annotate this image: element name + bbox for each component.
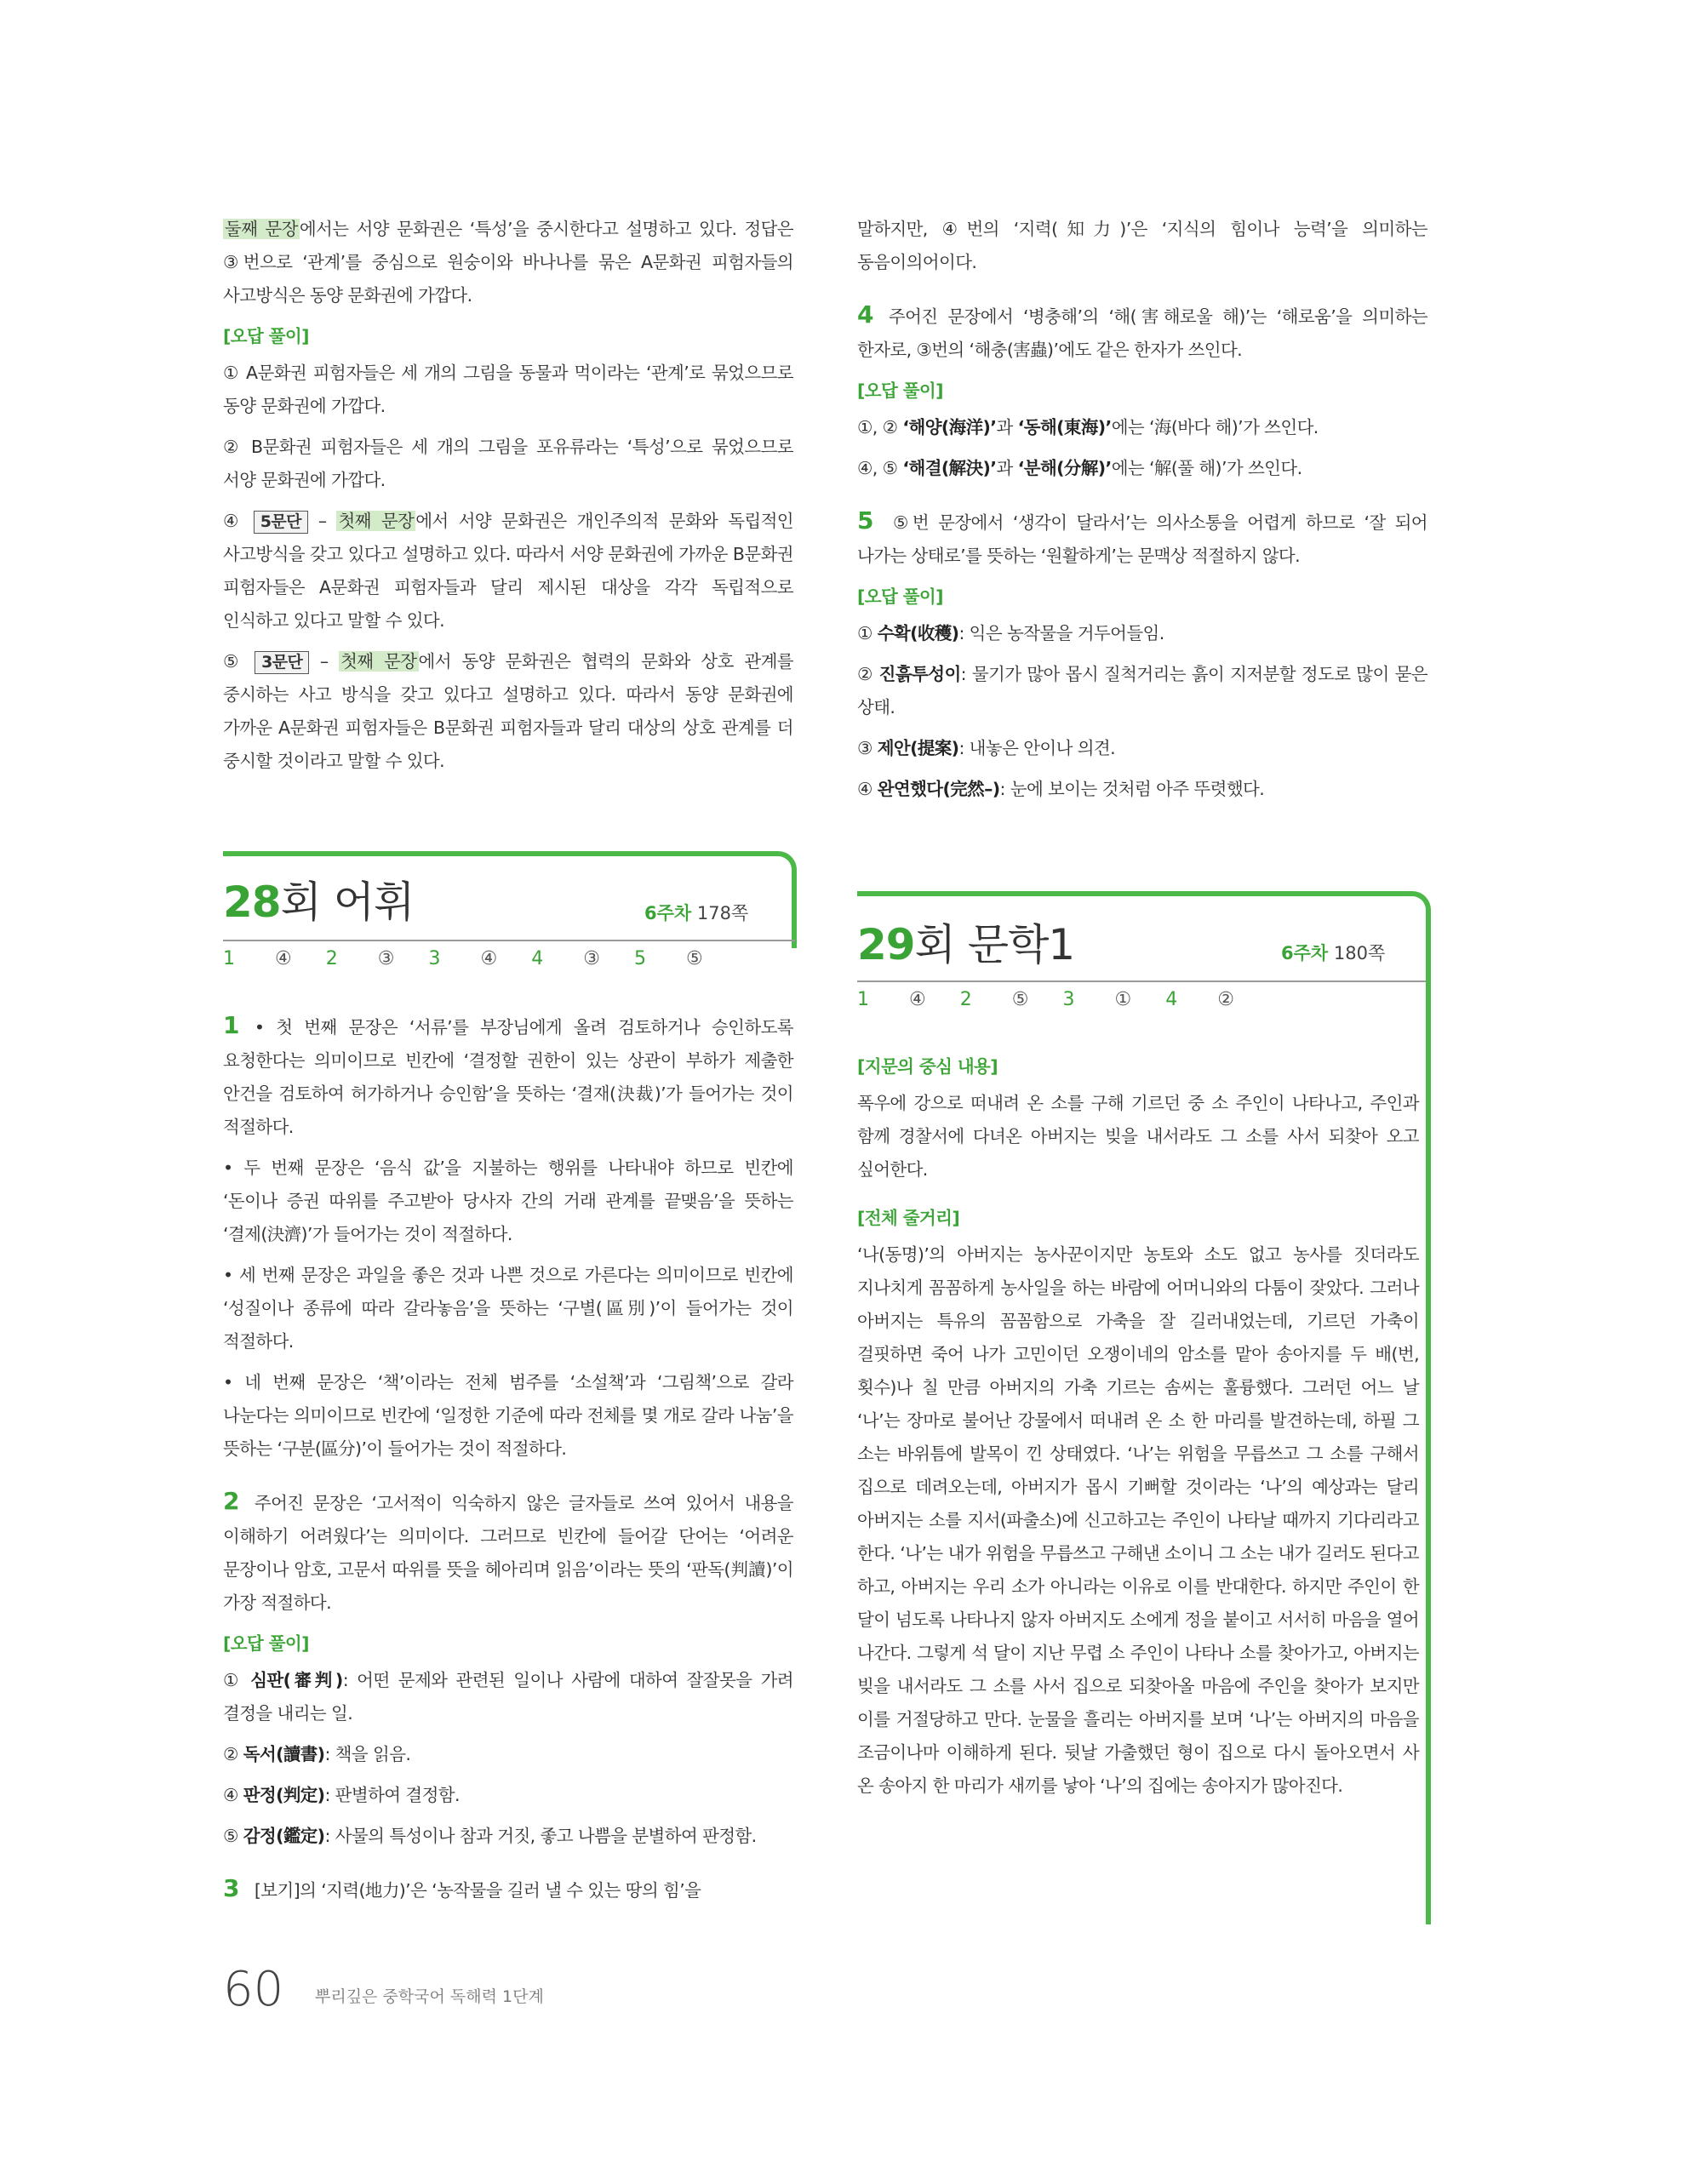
- answer-value: ④: [909, 989, 926, 1010]
- term: 완연했다(完然–): [877, 779, 1000, 799]
- lesson-29-answers: [857, 989, 1268, 1010]
- text: 에는 ‘解(풀 해)’가 쓰인다.: [1111, 458, 1302, 478]
- answer-item: [857, 989, 926, 1010]
- page-number: 60: [223, 1962, 284, 2017]
- lesson-28-title: [223, 877, 414, 928]
- answer-value: ②: [1217, 989, 1234, 1010]
- text: [보기]의 ‘지력(地力)’은 ‘농작물을 길러 낼 수 있는 땅의 힘’을: [254, 1880, 701, 1901]
- answer-number: 3: [1062, 989, 1075, 1010]
- text: 에서는 서양 문화권은 ‘특성’을 중시한다고 설명하고 있다. 정답은 ③번으로 ‘관계’를 중심으로 원숭이와 바나나를 묶은 A문화권 피험자들의 사고방식은 동양 문화권에 가깝다.: [223, 219, 793, 306]
- text: : 물기가 많아 몹시 질척거리는 흙이 지저분할 정도로 많이 묻은 상태.: [857, 664, 1427, 718]
- paragraph: [857, 773, 1427, 806]
- wrong-answer-label: [오답 풀이]: [223, 326, 309, 346]
- answer-item: [1165, 989, 1234, 1010]
- left-bottom-column: [223, 1009, 793, 1915]
- lesson-28-answers: [223, 948, 737, 969]
- paragraph: 폭우에 강으로 떠내려 온 소를 구해 기르던 중 소 주인이 나타나고, 주인과 함께 경찰서에 다녀온 아버지는 빚을 내서라도 그 소를 사서 되찾아 오고 싶어한다.: [857, 1093, 1419, 1180]
- answer-value: ④: [275, 948, 292, 969]
- answer-item: [428, 948, 497, 969]
- answer-item: [223, 948, 292, 969]
- term: 진흙투성이: [878, 664, 961, 684]
- term: 심판(審判): [250, 1670, 343, 1690]
- marker: ④: [223, 511, 243, 531]
- paragraph: [223, 645, 793, 778]
- divider: [223, 940, 795, 941]
- answer-number: 3: [428, 948, 441, 969]
- paragraph: [857, 411, 1427, 444]
- question-number: 1: [223, 1011, 239, 1039]
- answer-value: ③: [583, 948, 600, 969]
- highlight: 첫째 문장: [338, 511, 415, 531]
- marker: ③: [857, 738, 872, 758]
- answer-item: [1062, 989, 1131, 1010]
- paragraph: [857, 617, 1427, 650]
- marker: ⑤: [223, 1826, 238, 1846]
- week-label: 6주차: [1281, 943, 1329, 963]
- term: 제안(提案): [877, 738, 959, 758]
- lesson-28-week: [644, 900, 748, 925]
- text: : 판별하여 결정함.: [324, 1785, 460, 1805]
- marker: ②: [223, 1744, 238, 1764]
- paragraph: [223, 1664, 793, 1730]
- lesson-29-week: [1281, 940, 1385, 965]
- paragraph: [223, 1820, 793, 1853]
- question-number: 3: [223, 1874, 239, 1902]
- text: • 첫 번째 문장은 ‘서류’를 부장님에게 올려 검토하거나 승인하도록 요청한다는 의미이므로 빈칸에 ‘결정할 권한이 있는 상관이 부하가 제출한 안건을 검토하여 허가하거나 승인함’을 뜻하는 ‘결재(決裁)’가 들어가는 것이 적절하다.: [223, 1017, 793, 1137]
- dash: –: [318, 511, 327, 531]
- paragraph: [223, 505, 793, 637]
- highlight: 둘째 문장: [225, 219, 298, 239]
- lesson-title: 회 어휘: [280, 878, 415, 927]
- paragraph: • 네 번째 문장은 ‘책’이라는 전체 범주를 ‘소설책’과 ‘그림책’으로 갈라 나눈다는 의미이므로 빈칸에 ‘일정한 기준에 따라 전체를 몇 개로 갈라 나눔’을 뜻하는 ‘구분(區分)’이 들어가는 것이 적절하다.: [223, 1372, 793, 1459]
- lesson-number: 28: [223, 878, 281, 927]
- marker: ①: [857, 623, 872, 643]
- marker: ①, ②: [857, 417, 898, 437]
- text: : 사물의 특성이나 참과 거짓, 좋고 나쁨을 분별하여 판정함.: [324, 1826, 757, 1846]
- question-1: [223, 1009, 793, 1144]
- marker: ①: [223, 1670, 243, 1690]
- text: : 어떤 문제와 관련된 일이나 사람에 대하여 잘잘못을 가려 결정을 내리는 일.: [223, 1670, 793, 1724]
- term: 수확(收穫): [877, 623, 959, 643]
- text: : 눈에 보이는 것처럼 아주 뚜렷했다.: [999, 779, 1265, 799]
- wrong-answer-label: [오답 풀이]: [857, 380, 943, 401]
- paragraph-box: 5문단: [254, 511, 308, 534]
- paragraph: [857, 452, 1427, 485]
- question-number: 4: [857, 300, 873, 329]
- answer-item: [326, 948, 395, 969]
- wrong-answer-label: [오답 풀이]: [857, 586, 943, 607]
- term: ‘동해(東海)’: [1017, 417, 1112, 437]
- paragraph: [223, 1779, 793, 1812]
- paragraph: ② B문화권 피험자들은 세 개의 그림을 포유류라는 ‘특성’으로 묶었으므로 서양 문화권에 가깝다.: [223, 437, 793, 490]
- term: 판정(判定): [243, 1785, 325, 1805]
- paragraph: ‘나(동명)’의 아버지는 농사꾼이지만 농토와 소도 없고 농사를 짓더라도 지나치게 꼼꼼하게 농사일을 하는 바람에 어머니와의 다툼이 잦았다. 그러나 아버지는 특유의 꼼꼼함으로 가축을 잘 길러내었는데, 기르던 가축이 걸핏하면 죽어 나가 고민이던 오쟁이네의 암소를 맡아 송아지를 두 배(번, 횟수)나 칠 만큼 아버지의 가축 기르는 솜씨는 훌륭했다. 그러던 어느 날 ‘나’는 장마로 불어난 강물에서 떠내려 온 소 한 마리를 발견하는데, 하필 그 소는 바위틈에 발목이 낀 상태였다. ‘나’는 위험을 무릅쓰고 그 소를 구해서 집으로 데려오는데, 아버지가 몹시 기뻐할 것이라는 ‘나’의 예상과는 달리 아버지는 소를 지서(파출소)에 신고하고는 주인이 나타날 때까지 기다리라고 한다. ‘나’는 내가 위험을 무릅쓰고 구해낸 소이니 그 소는 내가 길러도 된다고 하고, 아버지는 우리 소가 아니라는 이유로 이를 반대한다. 하지만 주인이 한 달이 넘도록 나타나지 않자 아버지도 소에게 정을 붙이고 서서히 마음을 열어 나간다. 그렇게 석 달이 지난 무렵 소 주인이 나타나 소를 찾아가고, 아버지는 빚을 내서라도 그 소를 사서 집으로 되찾아올 마음에 주인을 찾아가 보지만 이를 거절당하고 만다. 눈물을 흘리는 아버지를 보며 ‘나’는 아버지의 마음을 조금이나마 이해하게 된다. 뒷날 가출했던 형이 집으로 다시 돌아오면서 사 온 송아지 한 마리가 새끼를 낳아 ‘나’의 집에는 송아지가 많아진다.: [857, 1244, 1419, 1796]
- term: ‘해양(海洋)’: [902, 417, 997, 437]
- highlight: 첫째 문장: [340, 651, 417, 672]
- book-title: 뿌리깊은 중학국어 독해력 1단계: [315, 1987, 544, 2006]
- question-4: [857, 298, 1427, 367]
- text: 에서 동양 문화권은 협력의 문화와 상호 관계를 중시하는 사고 방식을 갖고 있다고 설명하고 있다. 따라서 동양 문화권에 가까운 A문화권 피험자들은 B문화권 피험자들과 달리 대상의 상호 관계를 더 중시할 것이라고 말할 수 있다.: [223, 651, 793, 771]
- text: 에는 ‘海(바다 해)’가 쓰인다.: [1111, 417, 1319, 437]
- paragraph: [857, 658, 1427, 724]
- marker: ②: [857, 664, 873, 684]
- dash: –: [319, 651, 329, 672]
- text: 과: [996, 417, 1013, 437]
- paragraph: ① A문화권 피험자들은 세 개의 그림을 동물과 먹이라는 ‘관계’로 묶었으므로 동양 문화권에 가깝다.: [223, 363, 793, 416]
- text: 에서 서양 문화권은 개인주의적 문화와 독립적인 사고방식을 갖고 있다고 설명하고 있다. 따라서 서양 문화권에 가까운 B문화권 피험자들은 A문화권 피험자들과 달리 제시된 대상을 각각 독립적으로 인식하고 있다고 말할 수 있다.: [223, 511, 794, 631]
- lesson-title: 회 문학1: [914, 920, 1075, 969]
- week-label: 6주차: [644, 903, 692, 923]
- question-5: [857, 504, 1427, 573]
- answer-number: 5: [633, 948, 646, 969]
- question-number: 5: [857, 506, 873, 535]
- text: : 책을 읽음.: [324, 1744, 411, 1764]
- paragraph: • 두 번째 문장은 ‘음식 값’을 지불하는 행위를 나타내야 하므로 빈칸에 ‘돈이나 증권 따위를 주고받아 당사자 간의 거래 관계를 끝맺음’을 뜻하는 ‘결제(決濟)’가 들어가는 것이 적절하다.: [223, 1158, 793, 1244]
- text: 주어진 문장에서 ‘병충해’의 ‘해(害해로울 해)’는 ‘해로움’을 의미하는 한자로, ③번의 ‘해충(害蟲)’에도 같은 한자가 쓰인다.: [857, 306, 1427, 360]
- paragraph: [223, 213, 793, 312]
- text: : 내놓은 안이나 의견.: [958, 738, 1116, 758]
- answer-number: 4: [531, 948, 544, 969]
- answer-number: 1: [223, 948, 235, 969]
- answer-item: [634, 948, 703, 969]
- wrong-answer-label: [오답 풀이]: [223, 1633, 309, 1654]
- answer-value: ⑤: [1011, 989, 1029, 1010]
- page-ref: 180쪽: [1333, 943, 1386, 963]
- answer-number: 2: [959, 989, 972, 1010]
- term: 독서(讀書): [243, 1744, 325, 1764]
- text: 과: [996, 458, 1013, 478]
- marker: ⑤: [223, 651, 244, 672]
- right-top-column: [857, 213, 1427, 814]
- answer-number: 4: [1165, 989, 1178, 1010]
- question-number: 2: [223, 1487, 239, 1515]
- answer-number: 1: [857, 989, 869, 1010]
- paragraph: [223, 1738, 793, 1771]
- marker: ④: [223, 1785, 238, 1805]
- paragraph: 말하지만, ④번의 ‘지력(知力)’은 ‘지식의 힘이나 능력’을 의미하는 동음이의어이다.: [857, 219, 1427, 272]
- page-ref: 178쪽: [696, 903, 749, 923]
- left-top-column: [223, 213, 793, 786]
- answer-value: ⑤: [685, 948, 703, 969]
- term: ‘분해(分解)’: [1017, 458, 1112, 478]
- term: 감정(鑑定): [243, 1826, 325, 1846]
- paragraph: [857, 732, 1427, 765]
- lesson-number: 29: [857, 920, 915, 969]
- term: ‘해결(解決)’: [902, 458, 997, 478]
- question-3: [223, 1872, 793, 1907]
- answer-number: 2: [325, 948, 338, 969]
- marker: ④, ⑤: [857, 458, 898, 478]
- marker: ④: [857, 779, 872, 799]
- answer-item: [531, 948, 600, 969]
- right-bottom-column: [857, 1049, 1419, 1810]
- answer-value: ④: [480, 948, 498, 969]
- question-2: [223, 1484, 793, 1620]
- text: : 익은 농작물을 거두어들임.: [958, 623, 1164, 643]
- text: 주어진 문장은 ‘고서적이 익숙하지 않은 글자들로 쓰여 있어서 내용을 이해하기 어려웠다’는 의미이다. 그러므로 빈칸에 들어갈 단어는 ‘어려운 문장이나 암호, 고문서 따위를 뜻을 헤아리며 읽음’이라는 뜻의 ‘판독(判讀)’이 가장 적절하다.: [223, 1493, 793, 1613]
- paragraph: • 세 번째 문장은 과일을 좋은 것과 나쁜 것으로 가른다는 의미이므로 빈칸에 ‘성질이나 종류에 따라 갈라놓음’을 뜻하는 ‘구별(區別)’이 들어가는 것이 적절하다.: [223, 1265, 793, 1352]
- paragraph-box: 3문단: [255, 651, 309, 674]
- answer-value: ③: [377, 948, 395, 969]
- divider: [857, 981, 1426, 982]
- center-content-label: [지문의 중심 내용]: [857, 1056, 998, 1077]
- text: ⑤번 문장에서 ‘생각이 달라서’는 의사소통을 어렵게 하므로 ‘잘 되어 나가는 상태로’를 뜻하는 ‘원활하게’는 문맥상 적절하지 않다.: [857, 512, 1427, 566]
- lesson-29-title: [857, 919, 1074, 970]
- summary-label: [전체 줄거리]: [857, 1208, 960, 1228]
- answer-value: ①: [1114, 989, 1132, 1010]
- answer-item: [960, 989, 1029, 1010]
